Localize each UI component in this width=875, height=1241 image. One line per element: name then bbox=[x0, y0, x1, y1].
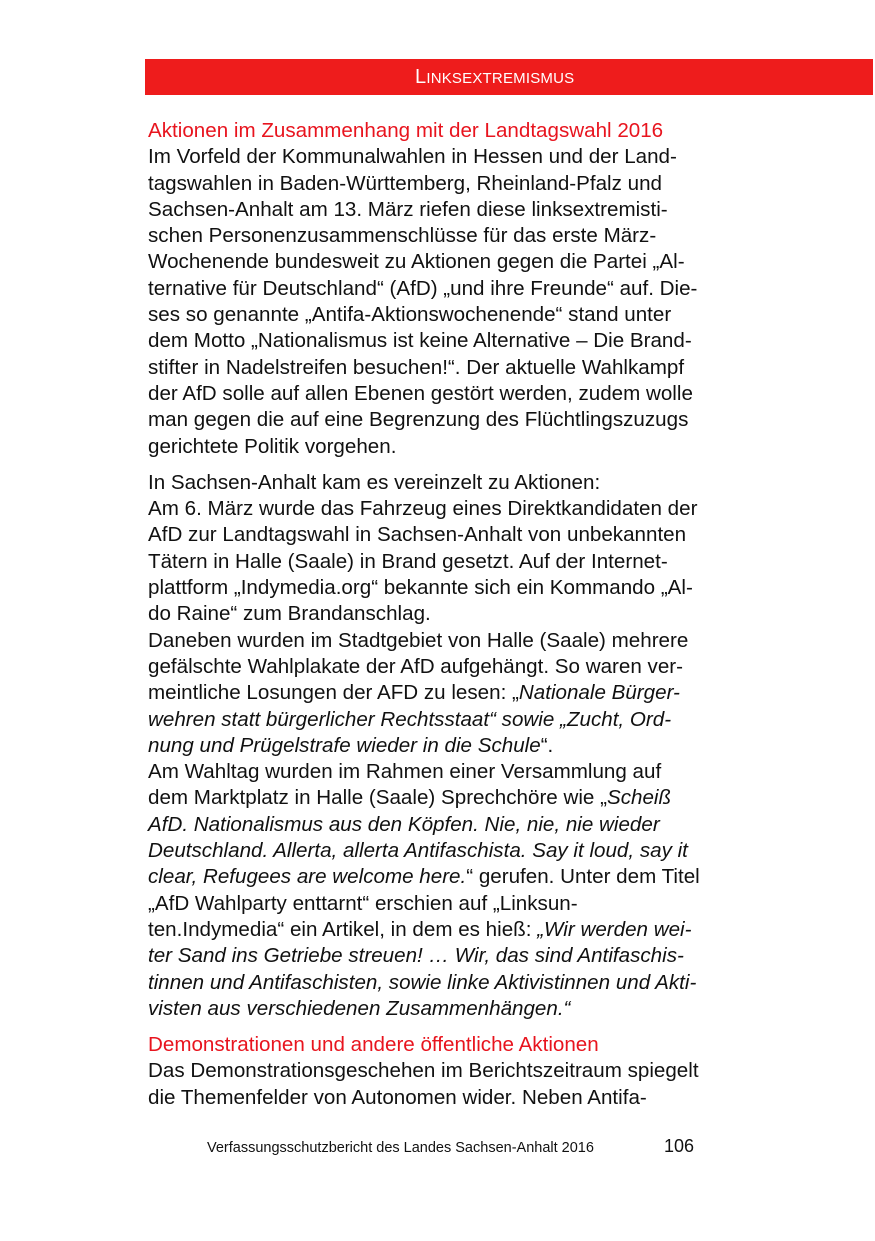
paragraph-line: „AfD Wahlparty enttarnt“ erschien auf „Linksun- bbox=[148, 891, 578, 915]
paragraph-line: Das Demonstrationsgeschehen im Berichtszeitraum spiegelt bbox=[148, 1059, 699, 1083]
paragraph-line: do Raine“ zum Brandanschlag. bbox=[148, 602, 431, 626]
running-header-title: LINKSEXTREMISMUS bbox=[415, 66, 575, 88]
paragraph-line bbox=[148, 812, 788, 838]
paragraph-line: ses so genannte „Antifa-Aktionswochenende“ stand unter bbox=[148, 303, 672, 327]
paragraph-line bbox=[148, 970, 788, 996]
paragraph-line: schen Personenzusammenschlüsse für das erste März- bbox=[148, 224, 657, 248]
quote-italic: Nationale Bürger- bbox=[518, 681, 680, 705]
paragraph-line: plattform „Indymedia.org“ bekannte sich ein Kommando „Al- bbox=[148, 576, 693, 600]
paragraph-line: man gegen die auf eine Begrenzung des Flüchtlingszuzugs bbox=[148, 408, 689, 432]
paragraph-line: Am Wahltag wurden im Rahmen einer Versammlung auf bbox=[148, 760, 662, 784]
paragraph-line: nung und Prügelstrafe wieder in die Schule“. bbox=[148, 733, 554, 757]
quote-italic: Deutschland. Allerta, allerta Antifaschista. Say it loud, say it bbox=[148, 839, 688, 863]
paragraph-line bbox=[148, 707, 788, 733]
paragraph-gap bbox=[148, 1022, 788, 1032]
quote-italic: visten aus verschiedenen Zusammenhängen.“ bbox=[148, 996, 571, 1020]
paragraph-line: dem Marktplatz in Halle (Saale) Sprechchöre wie „Scheiß bbox=[148, 786, 672, 810]
paragraph-line: gefälschte Wahlplakate der AfD aufgehängt. So waren ver- bbox=[148, 654, 683, 678]
body-text bbox=[148, 118, 788, 1111]
paragraph-line: der AfD solle auf allen Ebenen gestört werden, zudem wolle bbox=[148, 381, 693, 405]
paragraph-line: stifter in Nadelstreifen besuchen!“. Der aktuelle Wahlkampf bbox=[148, 355, 685, 379]
paragraph-line bbox=[148, 943, 788, 969]
paragraph-line: gerichtete Politik vorgehen. bbox=[148, 434, 397, 458]
paragraph-gap bbox=[148, 460, 788, 470]
footer-title: Verfassungsschutzbericht des Landes Sachsen-Anhalt 2016 bbox=[207, 1140, 594, 1156]
paragraph-line: AfD zur Landtagswahl in Sachsen-Anhalt von unbekannten bbox=[148, 523, 687, 547]
page-number: 106 bbox=[664, 1136, 695, 1156]
paragraph-line: Daneben wurden im Stadtgebiet von Halle (Saale) mehrere bbox=[148, 628, 689, 652]
paragraph-line bbox=[148, 838, 788, 864]
paragraph-line: In Sachsen-Anhalt kam es vereinzelt zu Aktionen: bbox=[148, 470, 601, 494]
paragraph-line: ternative für Deutschland“ (AfD) „und ihre Freunde“ auf. Die- bbox=[148, 276, 698, 300]
quote-italic: wehren statt bürgerlicher Rechtsstaat“ sowie „Zucht, Ord- bbox=[148, 707, 672, 731]
quote-italic: ter Sand ins Getriebe streuen! … Wir, das sind Antifaschis- bbox=[148, 944, 684, 968]
quote-italic: tinnen und Antifaschisten, sowie linke Aktivistinnen und Akti- bbox=[148, 970, 697, 994]
quote-italic: „Wir werden wei- bbox=[537, 917, 692, 941]
paragraph-line: meintliche Losungen der AFD zu lesen: „Nationale Bürger- bbox=[148, 681, 680, 705]
quote-italic: nung und Prügelstrafe wieder in die Schule bbox=[148, 733, 541, 757]
paragraph-line: tagswahlen in Baden-Württemberg, Rheinland-Pfalz und bbox=[148, 171, 662, 195]
paragraph-line: Im Vorfeld der Kommunalwahlen in Hessen und der Land- bbox=[148, 145, 677, 169]
paragraph-line: die Themenfelder von Autonomen wider. Neben Antifa- bbox=[148, 1085, 647, 1109]
quote-italic: AfD. Nationalismus aus den Köpfen. Nie, nie, nie wieder bbox=[148, 812, 660, 836]
paragraph-line: ten.Indymedia“ ein Artikel, in dem es hieß: „Wir werden wei- bbox=[148, 917, 692, 941]
quote-italic: clear, Refugees are welcome here. bbox=[148, 865, 467, 889]
paragraph-line bbox=[148, 996, 788, 1022]
paragraph-line: Tätern in Halle (Saale) in Brand gesetzt. Auf der Internet- bbox=[148, 549, 668, 573]
paragraph-line: clear, Refugees are welcome here.“ gerufen. Unter dem Titel bbox=[148, 865, 700, 889]
paragraph-line: Sachsen-Anhalt am 13. März riefen diese linksextremisti- bbox=[148, 197, 668, 221]
section-heading-demonstrationen: Demonstrationen und andere öffentliche Aktionen bbox=[148, 1033, 599, 1057]
paragraph-line: Am 6. März wurde das Fahrzeug eines Direktkandidaten der bbox=[148, 497, 698, 521]
section-heading-landtagswahl: Aktionen im Zusammenhang mit der Landtagswahl 2016 bbox=[148, 119, 664, 142]
quote-italic: Scheiß bbox=[606, 786, 672, 810]
paragraph-line: dem Motto „Nationalismus ist keine Alternative – Die Brand- bbox=[148, 329, 692, 353]
paragraph-line: Wochenende bundesweit zu Aktionen gegen die Partei „Al- bbox=[148, 250, 685, 274]
